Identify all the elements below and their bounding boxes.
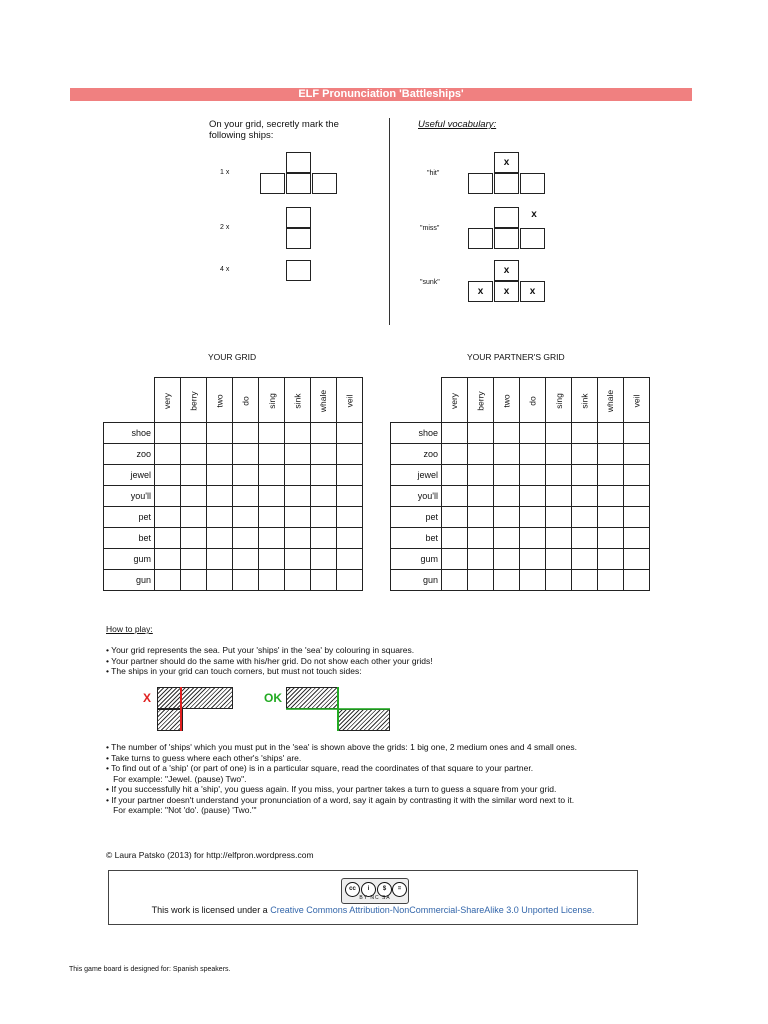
your-grid-cell[interactable] bbox=[233, 549, 259, 570]
row-label: bet bbox=[391, 528, 442, 549]
column-header-label: veil bbox=[631, 394, 642, 408]
column-header-label: very bbox=[162, 392, 173, 410]
partner-grid-cell[interactable] bbox=[494, 486, 520, 507]
miss-mark: x bbox=[531, 209, 537, 220]
partner-grid-cell[interactable] bbox=[546, 549, 572, 570]
grid-row bbox=[391, 423, 650, 444]
your-grid-cell[interactable] bbox=[155, 570, 181, 591]
row-label: gun bbox=[391, 570, 442, 591]
your-grid-cell[interactable] bbox=[155, 423, 181, 444]
partner-grid-cell[interactable] bbox=[572, 423, 598, 444]
your-grid-cell[interactable] bbox=[155, 507, 181, 528]
column-header-label: do bbox=[527, 396, 538, 406]
column-header bbox=[624, 378, 650, 423]
partner-grid-cell[interactable] bbox=[468, 507, 494, 528]
your-grid-cell[interactable] bbox=[311, 528, 337, 549]
column-header-label: whale bbox=[318, 389, 329, 413]
your-grid-cell[interactable] bbox=[337, 570, 363, 591]
partner-grid-cell[interactable] bbox=[442, 570, 468, 591]
row-label: gum bbox=[104, 549, 155, 570]
row-label: gum bbox=[391, 549, 442, 570]
your-grid-cell[interactable] bbox=[337, 423, 363, 444]
grid-row bbox=[104, 444, 363, 465]
your-grid-cell[interactable] bbox=[181, 423, 207, 444]
your-grid-cell[interactable] bbox=[207, 528, 233, 549]
partner-grid-cell[interactable] bbox=[494, 570, 520, 591]
your-grid-cell[interactable] bbox=[259, 507, 285, 528]
by-icon: i bbox=[361, 882, 376, 897]
nc-icon: $ bbox=[377, 882, 392, 897]
row-label: gun bbox=[104, 570, 155, 591]
your-grid-cell[interactable] bbox=[155, 549, 181, 570]
grid-row bbox=[104, 465, 363, 486]
partner-grid-cell[interactable] bbox=[442, 528, 468, 549]
howto-bullet: • The number of 'ships' which you must put in the 'sea' is shown above the grids: 1 big one, 2 medium ones and 4 small ones. bbox=[106, 742, 577, 752]
column-header-label: sing bbox=[266, 393, 277, 409]
column-header-label: very bbox=[449, 392, 460, 410]
your-grid-cell[interactable] bbox=[259, 465, 285, 486]
your-grid-cell[interactable] bbox=[207, 570, 233, 591]
partner-grid-cell[interactable] bbox=[572, 549, 598, 570]
partner-grid-cell[interactable] bbox=[468, 486, 494, 507]
column-header bbox=[468, 378, 494, 423]
your-grid-cell[interactable] bbox=[311, 486, 337, 507]
partner-grid-cell[interactable] bbox=[598, 549, 624, 570]
grid-corner bbox=[104, 378, 155, 423]
grid-row bbox=[104, 486, 363, 507]
row-label: you'll bbox=[391, 486, 442, 507]
column-header bbox=[337, 378, 363, 423]
grid-row bbox=[391, 549, 650, 570]
your-grid-cell[interactable] bbox=[337, 465, 363, 486]
credit-line: © Laura Patsko (2013) for http://elfpron.wordpress.com bbox=[106, 850, 314, 860]
title-bar bbox=[70, 88, 692, 101]
howto-heading: How to play: bbox=[106, 624, 153, 634]
column-header-label: berry bbox=[475, 391, 486, 411]
partner-grid-cell[interactable] bbox=[442, 444, 468, 465]
column-header bbox=[598, 378, 624, 423]
howto-bullets-2 bbox=[106, 742, 577, 816]
your-grid-cell[interactable] bbox=[285, 570, 311, 591]
partner-grid-cell[interactable] bbox=[520, 507, 546, 528]
your-grid-cell[interactable] bbox=[337, 528, 363, 549]
howto-bullet: • Your partner should do the same with his/her grid. Do not show each other your grids! bbox=[106, 655, 433, 666]
grid-row bbox=[391, 444, 650, 465]
vocab-sunk-label: "sunk" bbox=[420, 279, 440, 286]
partner-grid-cell[interactable] bbox=[494, 549, 520, 570]
grid-corner bbox=[391, 378, 442, 423]
partner-grid bbox=[390, 377, 650, 591]
ship-count-big: 1 x bbox=[220, 169, 230, 176]
your-grid-cell[interactable] bbox=[259, 528, 285, 549]
column-header bbox=[494, 378, 520, 423]
column-header bbox=[520, 378, 546, 423]
partner-grid-cell[interactable] bbox=[624, 486, 650, 507]
grid-row bbox=[391, 528, 650, 549]
row-label: shoe bbox=[104, 423, 155, 444]
sunk-mark: x bbox=[494, 260, 519, 281]
bad-example-label: X bbox=[143, 691, 152, 705]
your-grid-cell[interactable] bbox=[285, 507, 311, 528]
row-label: zoo bbox=[391, 444, 442, 465]
your-grid-cell[interactable] bbox=[207, 549, 233, 570]
column-header-label: two bbox=[214, 394, 225, 408]
partner-grid-cell[interactable] bbox=[546, 528, 572, 549]
column-header-label: sink bbox=[579, 393, 590, 409]
partner-grid-title: YOUR PARTNER'S GRID bbox=[467, 352, 565, 362]
howto-bullet: • Your grid represents the sea. Put your 'ships' in the 'sea' by colouring in squares. bbox=[106, 645, 415, 655]
partner-grid-cell[interactable] bbox=[494, 444, 520, 465]
partner-grid-cell[interactable] bbox=[546, 444, 572, 465]
partner-grid-cell[interactable] bbox=[442, 486, 468, 507]
partner-grid-cell[interactable] bbox=[442, 423, 468, 444]
your-grid-cell[interactable] bbox=[207, 486, 233, 507]
row-label: jewel bbox=[391, 465, 442, 486]
grid-row bbox=[104, 570, 363, 591]
grid-row bbox=[104, 423, 363, 444]
grid-row bbox=[104, 549, 363, 570]
your-grid-title: YOUR GRID bbox=[208, 352, 257, 362]
howto-bullets-1 bbox=[106, 645, 433, 677]
hit-mark: x bbox=[494, 152, 519, 173]
partner-grid-cell[interactable] bbox=[442, 465, 468, 486]
column-header bbox=[259, 378, 285, 423]
your-grid-cell[interactable] bbox=[181, 549, 207, 570]
column-header-label: do bbox=[240, 396, 251, 406]
partner-grid-cell[interactable] bbox=[624, 465, 650, 486]
partner-grid-cell[interactable] bbox=[624, 507, 650, 528]
your-grid-cell[interactable] bbox=[181, 507, 207, 528]
partner-grid-cell[interactable] bbox=[520, 528, 546, 549]
your-grid-cell[interactable] bbox=[233, 465, 259, 486]
ship-count-medium: 2 x bbox=[220, 224, 230, 231]
partner-grid-cell[interactable] bbox=[624, 528, 650, 549]
your-grid-cell[interactable] bbox=[181, 570, 207, 591]
vocab-miss-label: "miss" bbox=[420, 225, 440, 232]
row-label: pet bbox=[391, 507, 442, 528]
partner-grid-cell[interactable] bbox=[572, 444, 598, 465]
partner-grid-cell[interactable] bbox=[520, 465, 546, 486]
sunk-mark: x bbox=[520, 281, 545, 302]
partner-grid-cell[interactable] bbox=[468, 465, 494, 486]
your-grid-cell[interactable] bbox=[337, 486, 363, 507]
column-header bbox=[181, 378, 207, 423]
your-grid-cell[interactable] bbox=[181, 465, 207, 486]
cc-badge-text: BY NC SA bbox=[359, 895, 391, 901]
your-grid-cell[interactable] bbox=[181, 486, 207, 507]
column-header-label: whale bbox=[605, 389, 616, 413]
row-label: bet bbox=[104, 528, 155, 549]
partner-grid-cell[interactable] bbox=[624, 570, 650, 591]
vocab-heading: Useful vocabulary: bbox=[418, 119, 497, 130]
your-grid-cell[interactable] bbox=[259, 423, 285, 444]
partner-grid-cell[interactable] bbox=[546, 486, 572, 507]
partner-grid-cell[interactable] bbox=[598, 423, 624, 444]
partner-grid-cell[interactable] bbox=[442, 507, 468, 528]
partner-grid-cell[interactable] bbox=[546, 423, 572, 444]
your-grid-cell[interactable] bbox=[259, 444, 285, 465]
your-grid bbox=[103, 377, 363, 591]
license-link[interactable]: Creative Commons Attribution-NonCommercial-ShareAlike 3.0 Unported License. bbox=[270, 905, 595, 915]
your-grid-cell[interactable] bbox=[207, 423, 233, 444]
partner-grid-cell[interactable] bbox=[494, 528, 520, 549]
column-header bbox=[233, 378, 259, 423]
sa-icon: = bbox=[392, 882, 407, 897]
your-grid-cell[interactable] bbox=[259, 486, 285, 507]
your-grid-cell[interactable] bbox=[207, 465, 233, 486]
row-label: pet bbox=[104, 507, 155, 528]
footer-note: This game board is designed for: Spanish speakers. bbox=[69, 966, 231, 973]
partner-grid-cell[interactable] bbox=[520, 444, 546, 465]
partner-grid-cell[interactable] bbox=[598, 465, 624, 486]
partner-grid-cell[interactable] bbox=[468, 570, 494, 591]
your-grid-cell[interactable] bbox=[259, 549, 285, 570]
your-grid-cell[interactable] bbox=[155, 465, 181, 486]
grid-row bbox=[104, 507, 363, 528]
grid-row bbox=[391, 570, 650, 591]
your-grid-cell[interactable] bbox=[285, 423, 311, 444]
instruction-line-2: following ships: bbox=[209, 130, 274, 141]
partner-grid-cell[interactable] bbox=[520, 549, 546, 570]
partner-grid-cell[interactable] bbox=[624, 423, 650, 444]
column-header bbox=[155, 378, 181, 423]
row-label: zoo bbox=[104, 444, 155, 465]
your-grid-cell[interactable] bbox=[337, 549, 363, 570]
grid-row bbox=[104, 528, 363, 549]
your-grid-cell[interactable] bbox=[233, 423, 259, 444]
partner-grid-cell[interactable] bbox=[572, 570, 598, 591]
howto-bullet: • To find out of a 'ship' (or part of one) is in a particular square, read the coordinates of that square to your partner. bbox=[106, 763, 534, 773]
column-header-label: berry bbox=[188, 391, 199, 411]
row-label: you'll bbox=[104, 486, 155, 507]
license-prefix: This work is licensed under a bbox=[151, 905, 271, 915]
your-grid-cell[interactable] bbox=[155, 444, 181, 465]
cc-license-badge[interactable] bbox=[341, 878, 409, 904]
partner-grid-cell[interactable] bbox=[468, 528, 494, 549]
partner-grid-cell[interactable] bbox=[598, 528, 624, 549]
your-grid-cell[interactable] bbox=[337, 507, 363, 528]
instruction-line-1: On your grid, secretly mark the bbox=[209, 119, 339, 130]
column-header bbox=[546, 378, 572, 423]
your-grid-cell[interactable] bbox=[311, 570, 337, 591]
your-grid-cell[interactable] bbox=[233, 444, 259, 465]
your-grid-cell[interactable] bbox=[155, 528, 181, 549]
cc-icon: cc bbox=[345, 882, 360, 897]
grid-row bbox=[391, 465, 650, 486]
partner-grid-cell[interactable] bbox=[520, 423, 546, 444]
partner-grid-cell[interactable] bbox=[520, 570, 546, 591]
column-header bbox=[207, 378, 233, 423]
divider-line bbox=[389, 118, 390, 325]
partner-grid-cell[interactable] bbox=[598, 444, 624, 465]
column-header-label: two bbox=[501, 394, 512, 408]
partner-grid-cell[interactable] bbox=[572, 465, 598, 486]
column-header bbox=[442, 378, 468, 423]
row-label: jewel bbox=[104, 465, 155, 486]
your-grid-cell[interactable] bbox=[337, 444, 363, 465]
partner-grid-cell[interactable] bbox=[546, 570, 572, 591]
license-text bbox=[108, 905, 638, 915]
partner-grid-cell[interactable] bbox=[572, 486, 598, 507]
your-grid-cell[interactable] bbox=[311, 444, 337, 465]
column-header-label: sing bbox=[553, 393, 564, 409]
your-grid-cell[interactable] bbox=[285, 486, 311, 507]
howto-bullet: For example: "Not 'do'. (pause) 'Two.'" bbox=[106, 805, 257, 815]
your-grid-cell[interactable] bbox=[311, 423, 337, 444]
partner-grid-cell[interactable] bbox=[468, 444, 494, 465]
your-grid-cell[interactable] bbox=[285, 528, 311, 549]
partner-grid-cell[interactable] bbox=[468, 423, 494, 444]
partner-grid-cell[interactable] bbox=[494, 423, 520, 444]
partner-grid-cell[interactable] bbox=[468, 549, 494, 570]
your-grid-cell[interactable] bbox=[233, 486, 259, 507]
howto-bullet: • The ships in your grid can touch corners, but must not touch sides: bbox=[106, 666, 362, 676]
column-header bbox=[285, 378, 311, 423]
column-header bbox=[311, 378, 337, 423]
partner-grid-cell[interactable] bbox=[598, 570, 624, 591]
partner-grid-cell[interactable] bbox=[546, 507, 572, 528]
your-grid-cell[interactable] bbox=[207, 507, 233, 528]
your-grid-cell[interactable] bbox=[311, 507, 337, 528]
ok-example-label: OK bbox=[264, 691, 282, 705]
partner-grid-cell[interactable] bbox=[442, 549, 468, 570]
your-grid-cell[interactable] bbox=[181, 444, 207, 465]
partner-grid-cell[interactable] bbox=[520, 486, 546, 507]
howto-bullet: For example: "Jewel. (pause) Two". bbox=[106, 773, 247, 784]
partner-grid-cell[interactable] bbox=[624, 549, 650, 570]
your-grid-cell[interactable] bbox=[207, 444, 233, 465]
partner-grid-cell[interactable] bbox=[624, 444, 650, 465]
your-grid-cell[interactable] bbox=[181, 528, 207, 549]
your-grid-cell[interactable] bbox=[155, 486, 181, 507]
your-grid-cell[interactable] bbox=[311, 549, 337, 570]
page-title: ELF Pronunciation 'Battleships' bbox=[298, 88, 464, 100]
your-grid-cell[interactable] bbox=[285, 549, 311, 570]
your-grid-cell[interactable] bbox=[233, 528, 259, 549]
partner-grid-cell[interactable] bbox=[494, 465, 520, 486]
your-grid-cell[interactable] bbox=[233, 507, 259, 528]
column-header-label: veil bbox=[344, 394, 355, 408]
your-grid-cell[interactable] bbox=[285, 465, 311, 486]
row-label: shoe bbox=[391, 423, 442, 444]
your-grid-cell[interactable] bbox=[285, 444, 311, 465]
instructions bbox=[209, 119, 339, 141]
vocab-hit-label: "hit" bbox=[427, 170, 440, 177]
partner-grid-cell[interactable] bbox=[598, 507, 624, 528]
partner-grid-cell[interactable] bbox=[572, 528, 598, 549]
your-grid-cell[interactable] bbox=[259, 570, 285, 591]
howto-bullet: • If you successfully hit a 'ship', you guess again. If you miss, your partner takes a turn to guess a square from your grid. bbox=[106, 784, 557, 794]
partner-grid-cell[interactable] bbox=[598, 486, 624, 507]
grid-row bbox=[391, 486, 650, 507]
your-grid-cell[interactable] bbox=[233, 570, 259, 591]
column-header-label: sink bbox=[292, 393, 303, 409]
partner-grid-cell[interactable] bbox=[572, 507, 598, 528]
sunk-mark: x bbox=[494, 281, 519, 302]
howto-bullet: • Take turns to guess where each other's 'ships' are. bbox=[106, 752, 302, 763]
ship-count-small: 4 x bbox=[220, 266, 230, 273]
howto-bullet: • If your partner doesn't understand your pronunciation of a word, say it again by contrasting it with the similar word next to it. bbox=[106, 794, 575, 805]
sunk-mark: x bbox=[468, 281, 493, 302]
partner-grid-cell[interactable] bbox=[494, 507, 520, 528]
partner-grid-cell[interactable] bbox=[546, 465, 572, 486]
your-grid-cell[interactable] bbox=[311, 465, 337, 486]
column-header bbox=[572, 378, 598, 423]
grid-row bbox=[391, 507, 650, 528]
